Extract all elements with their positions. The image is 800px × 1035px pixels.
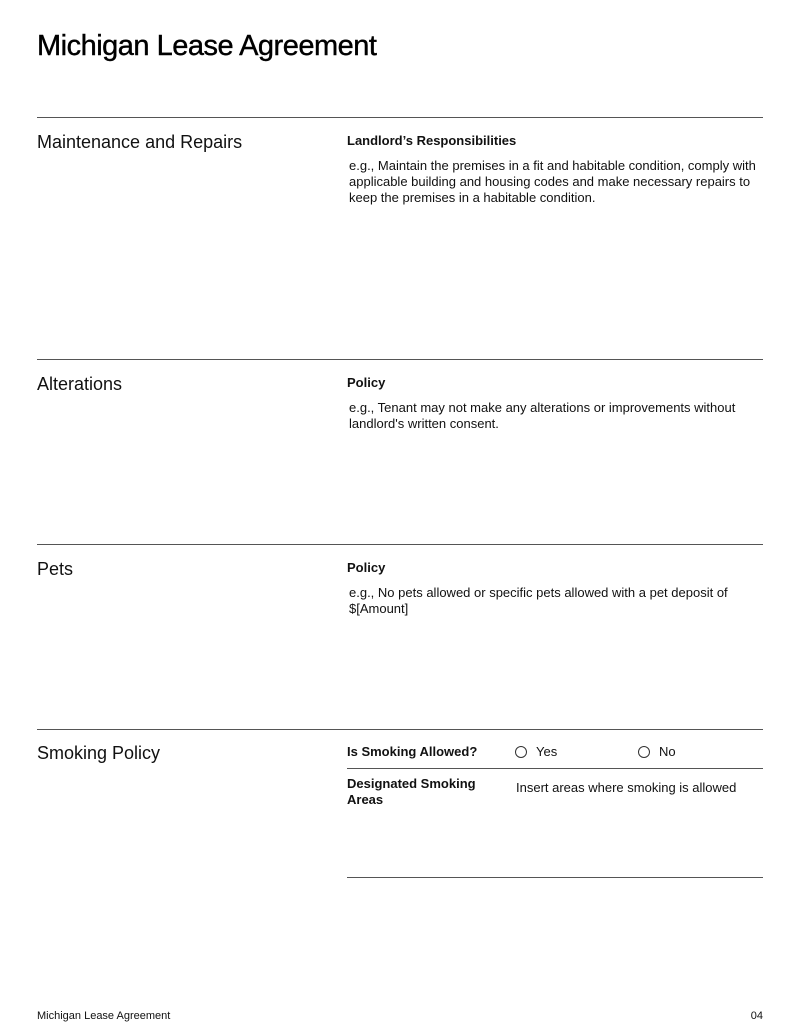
field-label-landlord-responsibilities: Landlord’s Responsibilities bbox=[347, 133, 517, 148]
field-text-pets-policy[interactable]: e.g., No pets allowed or specific pets allowed with a pet deposit of $[Amount] bbox=[349, 585, 728, 616]
field-label-alterations-policy: Policy bbox=[347, 375, 386, 390]
radio-no[interactable] bbox=[638, 744, 676, 759]
divider bbox=[37, 117, 763, 118]
divider bbox=[37, 544, 763, 545]
divider bbox=[37, 729, 763, 730]
section-title-maintenance: Maintenance and Repairs bbox=[37, 132, 243, 152]
designated-areas-label: Designated Smoking Areas bbox=[347, 776, 476, 807]
divider bbox=[37, 359, 763, 360]
section-title-smoking: Smoking Policy bbox=[37, 743, 161, 763]
document-title: Michigan Lease Agreement bbox=[37, 30, 377, 62]
radio-circle-icon bbox=[638, 746, 650, 758]
smoking-question-label: Is Smoking Allowed? bbox=[347, 744, 478, 759]
radio-circle-icon bbox=[515, 746, 527, 758]
field-text-alterations-policy[interactable]: e.g., Tenant may not make any alterations or improvements without landlord's written consent. bbox=[349, 400, 736, 431]
designated-areas-text[interactable]: Insert areas where smoking is allowed bbox=[516, 780, 737, 795]
divider bbox=[347, 877, 763, 878]
section-title-pets: Pets bbox=[37, 559, 74, 579]
section-title-alterations: Alterations bbox=[37, 374, 123, 394]
radio-yes[interactable] bbox=[515, 744, 557, 759]
radio-no-label: No bbox=[659, 744, 676, 759]
footer-title: Michigan Lease Agreement bbox=[37, 1010, 171, 1022]
field-text-landlord-responsibilities[interactable]: e.g., Maintain the premises in a fit and habitable condition, comply with applicable building and housing codes and make necessary repairs to keep the premises in a habitable condition. bbox=[349, 158, 756, 205]
radio-yes-label: Yes bbox=[536, 744, 558, 759]
divider bbox=[347, 768, 763, 769]
field-label-pets-policy: Policy bbox=[347, 560, 386, 575]
page-number: 04 bbox=[750, 1010, 763, 1022]
